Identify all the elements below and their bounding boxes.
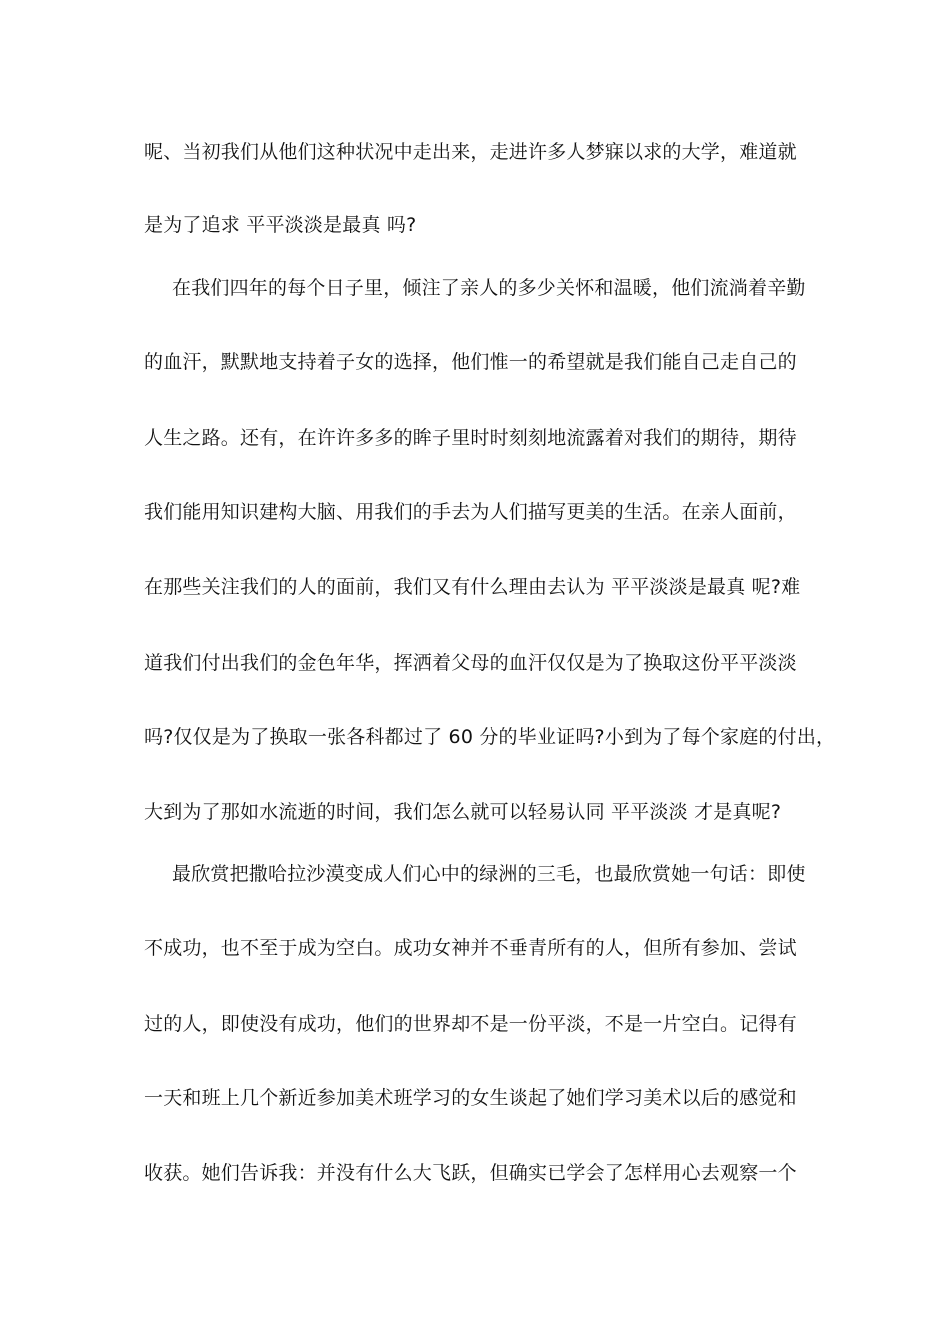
text-line-10: 大到为了那如水流逝的时间，我们怎么就可以轻易认同 平平淡淡 才是真呢? bbox=[144, 801, 782, 823]
text-line-7: 在那些关注我们的人的面前，我们又有什么理由去认为 平平淡淡是最真 呢?难 bbox=[144, 576, 801, 598]
text-line-1: 呢、当初我们从他们这种状况中走出来，走进许多人梦寐以求的大学，难道就 bbox=[144, 141, 797, 163]
paragraph-start-line: 最欣赏把撒哈拉沙漠变成人们心中的绿洲的三毛，也最欣赏她一句话：即使 bbox=[172, 863, 806, 885]
text-line-5: 人生之路。还有，在许许多多的眸子里时时刻刻地流露着对我们的期待，期待 bbox=[144, 427, 797, 449]
text-line-15: 收获。她们告诉我：并没有什么大飞跃，但确实已学会了怎样用心去观察一个 bbox=[144, 1162, 797, 1184]
text-line-12: 不成功，也不至于成为空白。成功女神并不垂青所有的人，但所有参加、尝试 bbox=[144, 937, 797, 959]
text-line-4: 的血汗，默默地支持着子女的选择，他们惟一的希望就是我们能自己走自己的 bbox=[144, 351, 797, 373]
paragraph-start-line: 在我们四年的每个日子里，倾注了亲人的多少关怀和温暖，他们流淌着辛勤 bbox=[172, 277, 806, 299]
text-line-2: 是为了追求 平平淡淡是最真 吗? bbox=[144, 214, 417, 236]
text-line-9: 吗?仅仅是为了换取一张各科都过了 60 分的毕业证吗?小到为了每个家庭的付出， bbox=[144, 726, 836, 748]
text-line-14: 一天和班上几个新近参加美术班学习的女生谈起了她们学习美术以后的感觉和 bbox=[144, 1087, 797, 1109]
text-line-13: 过的人，即使没有成功，他们的世界却不是一份平淡，不是一片空白。记得有 bbox=[144, 1013, 797, 1035]
text-line-6: 我们能用知识建构大脑、用我们的手去为人们描写更美的生活。在亲人面前， bbox=[144, 501, 797, 523]
text-line-8: 道我们付出我们的金色年华，挥洒着父母的血汗仅仅是为了换取这份平平淡淡 bbox=[144, 652, 797, 674]
